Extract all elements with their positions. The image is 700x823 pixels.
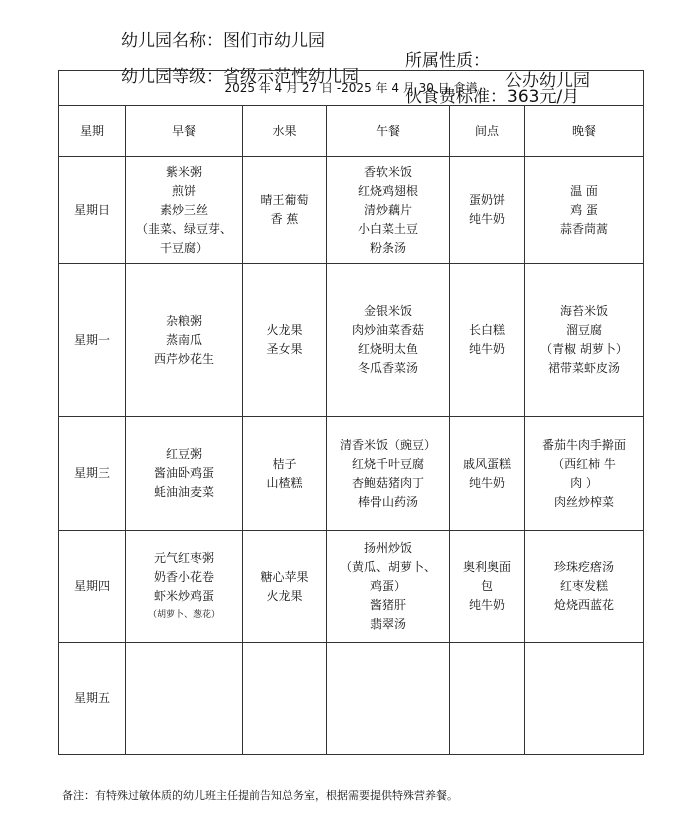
day-cell: 星期日 — [59, 157, 126, 264]
kindergarten-name: 幼儿园名称：图们市幼儿园 — [121, 31, 325, 51]
menu-item: 鸡蛋） — [369, 579, 406, 593]
menu-item: 素炒三丝 — [159, 202, 208, 217]
menu-item: 蛋奶饼 — [468, 193, 505, 207]
menu-item: 煎饼 — [171, 183, 196, 198]
menu-item: 红烧鸡翅根 — [357, 183, 418, 198]
menu-item: 珍珠疙瘩汤 — [553, 560, 614, 574]
menu-item: 肉炒油菜香菇 — [351, 323, 424, 337]
fruit-cell — [243, 643, 327, 755]
menu-table — [58, 70, 644, 755]
menu-item: 小白菜土豆 — [357, 221, 418, 236]
day-cell: 星期一 — [59, 264, 126, 417]
day-cell: 星期三 — [59, 417, 126, 531]
menu-item: 温 面 — [570, 183, 598, 198]
column-header-row — [59, 106, 644, 157]
col-header-dinner: 晚餐 — [525, 106, 644, 157]
menu-item: 虾米炒鸡蛋 — [153, 588, 214, 603]
lunch-cell — [327, 417, 450, 531]
menu-item: 扬州炒饭 — [363, 541, 412, 555]
menu-item: 裙带菜虾皮汤 — [547, 361, 620, 375]
menu-item: （韭菜、绿豆芽、 — [135, 221, 232, 236]
menu-item: 金银米饭 — [363, 304, 412, 318]
menu-item: 糖心苹果 — [260, 569, 309, 584]
menu-item: 粉条汤 — [369, 240, 406, 255]
fruit-cell — [243, 264, 327, 417]
fruit-cell — [243, 157, 327, 264]
fruit-cell — [243, 531, 327, 643]
menu-item: 番茄牛肉手擀面 — [541, 437, 626, 452]
footnote: 备注：有特殊过敏体质的幼儿班主任提前告知总务室，根据需要提供特殊营养餐。 — [62, 789, 458, 802]
nature-value: 公办幼儿园 — [505, 71, 590, 91]
snack-cell — [450, 264, 525, 417]
menu-item: （黄瓜、胡萝卜、 — [339, 560, 436, 574]
fruit-cell — [243, 417, 327, 531]
snack-cell — [450, 643, 525, 755]
day-cell: 星期五 — [59, 643, 126, 755]
menu-item: 山楂糕 — [266, 475, 303, 490]
dinner-cell — [525, 157, 644, 264]
menu-item-note: （胡萝卜、葱花） — [147, 609, 220, 620]
menu-item: 纯牛奶 — [468, 475, 505, 490]
menu-item: 香软米饭 — [363, 164, 412, 179]
breakfast-cell — [126, 417, 243, 531]
kindergarten-grade: 幼儿园等级：省级示范性幼儿园 — [121, 67, 359, 87]
menu-item: 桔子 — [272, 456, 297, 471]
menu-item: 长白糕 — [468, 323, 505, 337]
menu-item: 冬瓜香菜汤 — [357, 361, 418, 375]
menu-item: 戚风蛋糕 — [462, 456, 511, 471]
menu-item: 晴王葡萄 — [260, 193, 309, 207]
col-header-day: 星期 — [59, 106, 126, 157]
menu-item: 元气红枣粥 — [153, 550, 214, 565]
dinner-cell — [525, 264, 644, 417]
menu-item: 杏鲍菇猪肉丁 — [351, 475, 424, 490]
menu-item: 酱猪肝 — [369, 598, 406, 612]
menu-item: 红枣发糕 — [559, 579, 608, 593]
menu-title: 2025 年 4 月 27 日 -2025 年 4 月 30 日 食谱 — [59, 71, 644, 106]
menu-item: 紫米粥 — [165, 164, 202, 179]
table-row — [59, 264, 644, 417]
menu-item: 溜豆腐 — [565, 323, 602, 337]
menu-item: 纯牛奶 — [468, 598, 505, 612]
menu-item: 西芹炒花生 — [153, 351, 214, 366]
menu-item: 炝烧西蓝花 — [553, 598, 614, 612]
col-header-breakfast: 早餐 — [126, 106, 243, 157]
snack-cell — [450, 531, 525, 643]
dinner-cell — [525, 531, 644, 643]
menu-item: 杂粮粥 — [165, 313, 202, 328]
breakfast-cell — [126, 531, 243, 643]
menu-item: 清香米饭（豌豆） — [339, 437, 436, 452]
menu-item: 海苔米饭 — [559, 304, 608, 318]
menu-item: 红豆粥 — [165, 447, 202, 461]
col-header-lunch: 午餐 — [327, 106, 450, 157]
lunch-cell — [327, 643, 450, 755]
menu-item: 酱油卧鸡蛋 — [153, 466, 214, 480]
breakfast-cell — [126, 643, 243, 755]
menu-item: 香 蕉 — [270, 212, 299, 226]
breakfast-cell — [126, 264, 243, 417]
menu-item: 火龙果 — [266, 588, 303, 603]
nature-label: 所属性质： — [405, 51, 490, 71]
menu-item: 干豆腐） — [159, 240, 208, 255]
food-fee: 伙食费标准：363元/月 — [405, 87, 580, 107]
menu-item: 奶香小花卷 — [153, 569, 214, 584]
col-header-fruit: 水果 — [243, 106, 327, 157]
day-cell: 星期四 — [59, 531, 126, 643]
menu-item: 蒜香茼蒿 — [559, 221, 608, 236]
menu-item: 清炒藕片 — [363, 202, 412, 217]
lunch-cell — [327, 531, 450, 643]
menu-item: 奥利奥面 — [462, 560, 511, 574]
table-row — [59, 643, 644, 755]
menu-item: 纯牛奶 — [468, 342, 505, 356]
menu-item: 红烧千叶豆腐 — [351, 456, 424, 471]
snack-cell — [450, 417, 525, 531]
lunch-cell — [327, 157, 450, 264]
menu-item: （西红柿 牛 — [552, 456, 616, 471]
menu-item: 红烧明太鱼 — [357, 342, 418, 356]
table-row — [59, 157, 644, 264]
table-row — [59, 417, 644, 531]
menu-item: （青椒 胡萝卜） — [540, 342, 628, 356]
menu-item: 棒骨山药汤 — [357, 494, 418, 509]
menu-item: 纯牛奶 — [468, 212, 505, 226]
col-header-snack: 间点 — [450, 106, 525, 157]
table-row — [59, 531, 644, 643]
menu-item: 翡翠汤 — [369, 617, 406, 631]
menu-item: 鸡 蛋 — [570, 202, 598, 217]
lunch-cell — [327, 264, 450, 417]
breakfast-cell — [126, 157, 243, 264]
menu-item: 圣女果 — [266, 342, 303, 356]
menu-item: 火龙果 — [266, 323, 303, 337]
menu-item: 肉 ） — [570, 475, 598, 490]
menu-item: 蚝油油麦菜 — [153, 485, 214, 499]
menu-item: 包 — [480, 579, 493, 593]
menu-item: 蒸南瓜 — [165, 332, 202, 347]
dinner-cell — [525, 417, 644, 531]
snack-cell — [450, 157, 525, 264]
dinner-cell — [525, 643, 644, 755]
menu-item: 肉丝炒榨菜 — [553, 494, 614, 509]
